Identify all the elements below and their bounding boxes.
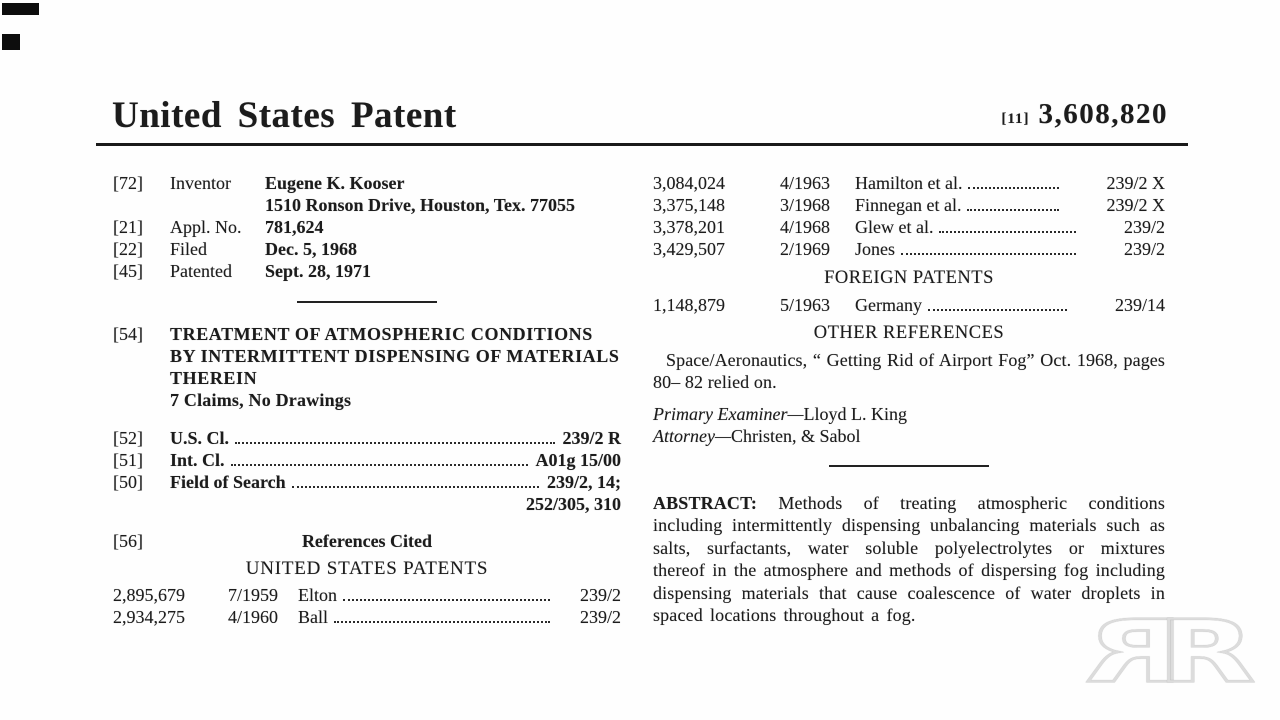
field-value: Sept. 28, 1971 — [265, 261, 372, 281]
ref-number: 1,148,879 — [653, 295, 725, 315]
rr-watermark-logo — [1080, 615, 1265, 693]
invention-title-line: BY INTERMITTENT DISPENSING OF MATERIALS — [170, 346, 620, 366]
section-divider-rule — [297, 301, 437, 303]
ref-class: 239/14 — [1114, 295, 1165, 315]
dot-leader — [334, 621, 550, 623]
classification-value: 239/2, 14; — [547, 472, 621, 492]
ref-date: 4/1963 — [780, 173, 831, 193]
field-code: [21] — [113, 217, 143, 237]
attorney-name: Christen, & Sabol — [731, 426, 861, 446]
ref-date: 4/1968 — [780, 217, 831, 237]
ref-date: 3/1968 — [780, 195, 831, 215]
field-of-search-continued: 252/305, 310 — [525, 494, 621, 514]
patent-reference-row — [653, 294, 1165, 316]
field-value: 1510 Ronson Drive, Houston, Tex. 77055 — [265, 195, 576, 215]
field-appl-no — [113, 216, 621, 238]
field-code: [51] — [113, 450, 143, 470]
abstract-divider-rule — [829, 465, 989, 467]
dot-leader — [901, 253, 1076, 255]
field-label — [170, 194, 265, 216]
patent-reference-row — [653, 238, 1165, 260]
ref-name: Jones — [855, 239, 895, 259]
invention-title-line: THEREIN — [170, 368, 258, 388]
dot-leader — [231, 464, 528, 466]
ref-name: Ball — [298, 607, 328, 627]
classification-row-us-cl — [113, 427, 621, 449]
ref-name: Germany — [855, 295, 922, 315]
other-references-text: Space/Aeronautics, “ Getting Rid of Airport Fog” Oct. 1968, pages 80– 82 relied on. — [653, 350, 1165, 392]
field-patented — [113, 260, 621, 282]
examiner-label: Primary Examiner— — [653, 404, 804, 424]
patent-reference-row — [113, 606, 621, 628]
ref-number: 3,378,201 — [653, 217, 725, 237]
field-value: 781,624 — [265, 217, 324, 237]
field-code: [56] — [113, 531, 143, 551]
header-rule — [96, 143, 1188, 146]
references-cited-heading — [113, 530, 621, 552]
patent-reference-row — [653, 172, 1165, 194]
left-column — [113, 172, 621, 628]
classification-row-int-cl — [113, 449, 621, 471]
field-label: Appl. No. — [170, 217, 242, 237]
classification-label: Field of Search — [170, 472, 286, 492]
patent-reference-row — [113, 584, 621, 606]
abstract-text: Methods of treating atmospheric conditions including intermittently dispensing unbalancing materials such as salts, surfactants, water soluble polyelectrolytes or mixtures thereof in the atmosphere and methods of dispersing fog including dispensing materials that cause coalescence of water droplets in spaced locations throughout a fog. — [653, 493, 1165, 626]
examiner-name: Lloyd L. King — [803, 404, 907, 424]
ref-date: 2/1969 — [780, 239, 831, 259]
field-code: [72] — [113, 173, 143, 193]
ref-date: 4/1960 — [228, 607, 279, 627]
dot-leader — [235, 442, 554, 444]
classification-row-field-of-search — [113, 471, 621, 493]
field-inventor-address — [113, 194, 621, 216]
field-value: Dec. 5, 1968 — [265, 239, 357, 259]
classification-list — [113, 427, 621, 515]
dot-leader — [967, 209, 1058, 211]
field-code: [52] — [113, 428, 143, 448]
classification-label: U.S. Cl. — [170, 428, 230, 448]
ref-class: 239/2 — [579, 607, 621, 627]
patent-number-block — [1001, 98, 1168, 130]
patent-reference-row — [653, 216, 1165, 238]
ref-number: 2,934,275 — [113, 607, 185, 627]
invention-title-line: TREATMENT OF ATMOSPHERIC CONDITIONS — [170, 324, 593, 344]
references-cited-label: References Cited — [301, 531, 433, 551]
page-title: United States Patent — [112, 95, 457, 136]
field-label: Filed — [170, 239, 208, 259]
dot-leader — [343, 599, 550, 601]
ref-class: 239/2 X — [1106, 195, 1165, 215]
patent-reference-row — [653, 194, 1165, 216]
scan-artifact-bar — [2, 3, 39, 15]
field-code — [113, 194, 170, 216]
field-filed — [113, 238, 621, 260]
foreign-patent-rows — [653, 294, 1165, 316]
ref-class: 239/2 X — [1106, 173, 1165, 193]
abstract-paragraph — [653, 492, 1165, 626]
scan-artifact-square — [2, 34, 20, 50]
ref-date: 7/1959 — [228, 585, 279, 605]
ref-date: 5/1963 — [780, 295, 831, 315]
us-patent-rows-left — [113, 584, 621, 628]
ref-class: 239/2 — [1123, 217, 1165, 237]
dot-leader — [968, 187, 1058, 189]
field-label: Inventor — [170, 173, 231, 193]
attorney-label: Attorney— — [653, 426, 731, 446]
watermark-mirrored-r: R — [1085, 615, 1184, 693]
attorney-line — [653, 425, 1165, 447]
ref-number: 3,084,024 — [653, 173, 725, 193]
classification-value: A01g 15/00 — [535, 450, 621, 470]
dot-leader — [928, 309, 1067, 311]
foreign-patents-heading: FOREIGN PATENTS — [824, 268, 994, 288]
other-references-heading: OTHER REFERENCES — [813, 323, 1005, 343]
field-code: [50] — [113, 472, 143, 492]
ref-class: 239/2 — [1123, 239, 1165, 259]
primary-examiner-line — [653, 403, 1165, 425]
ref-name: Elton — [298, 585, 337, 605]
ref-name: Glew et al. — [855, 217, 934, 237]
abstract-label: ABSTRACT: — [653, 493, 758, 513]
ref-name: Finnegan et al. — [855, 195, 962, 215]
field-label: Patented — [170, 261, 232, 281]
classification-label: Int. Cl. — [170, 450, 225, 470]
watermark-r: R — [1156, 615, 1255, 693]
bibliographic-fields — [113, 172, 621, 282]
ref-number: 2,895,679 — [113, 585, 185, 605]
us-patent-rows-right — [653, 172, 1165, 260]
patent-number: 3,608,820 — [1038, 98, 1168, 130]
right-column — [653, 172, 1165, 626]
field-code: [45] — [113, 261, 143, 281]
field-code: [22] — [113, 239, 143, 259]
ref-name: Hamilton et al. — [855, 173, 963, 193]
field-inventor — [113, 172, 621, 194]
field-value: Eugene K. Kooser — [265, 173, 405, 193]
ref-number: 3,429,507 — [653, 239, 725, 259]
inid-code-11: [11] — [1001, 111, 1030, 127]
ref-number: 3,375,148 — [653, 195, 725, 215]
us-patents-heading: UNITED STATES PATENTS — [245, 558, 489, 579]
invention-title-block — [113, 323, 621, 411]
field-code: [54] — [113, 324, 143, 344]
classification-value: 239/2 R — [562, 428, 621, 448]
ref-class: 239/2 — [579, 585, 621, 605]
examiner-block — [653, 403, 1165, 447]
claims-note: 7 Claims, No Drawings — [170, 390, 352, 410]
dot-leader — [292, 486, 539, 488]
dot-leader — [939, 231, 1076, 233]
